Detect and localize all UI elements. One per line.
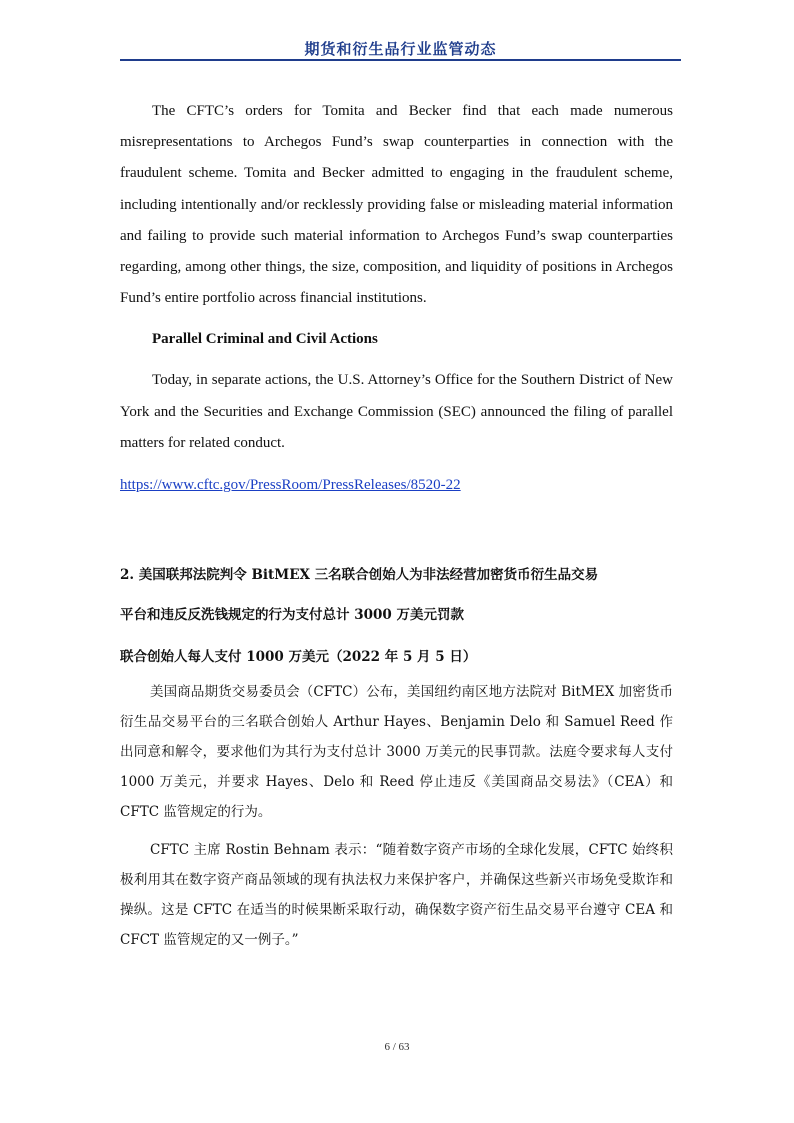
document-body xyxy=(120,96,673,955)
page-header-title: 期货和衍生品行业监管动态 xyxy=(304,40,497,58)
paragraph-chairman-quote: CFTC 主席 Rostin Behnam 表示：“随着数字资产市场的全球化发展，CFTC 始终积极利用其在数字资产商品领域的现有执法权力来保护客户，并确保这些新兴市场免受欺诈和操纵。这是 CFTC 在适当的时候果断采取行动，确保数字资产衍生品交易平台遵守 CEA 和 CFCT 监管规定的又一例子。” xyxy=(120,842,673,949)
header-divider xyxy=(120,59,681,61)
page-number: 6 / 63 xyxy=(384,1041,410,1053)
section2-subtitle: 联合创始人每人支付 1000 万美元（2022 年 5 月 5 日） xyxy=(120,649,477,666)
subheading-parallel-actions: Parallel Criminal and Civil Actions xyxy=(152,331,378,348)
press-release-link[interactable]: https://www.cftc.gov/PressRoom/PressReleases/8520-22 xyxy=(120,477,461,494)
paragraph-cftc-announcement: 美国商品期货交易委员会（CFTC）公布，美国纽约南区地方法院对 BitMEX 加密货币衍生品交易平台的三名联合创始人 Arthur Hayes、Benjamin Delo 和 Samuel Reed 作出同意和解令，要求他们为其行为支付总计 3000 万美元的民事罚款。法庭令要求每人支付 1000 万美元，并要求 Hayes、Delo 和 Reed 停止违反《美国商品交易法》（CEA）和 CFTC 监管规定的行为。 xyxy=(120,684,673,821)
paragraph-parallel-actions: Today, in separate actions, the U.S. Attorney’s Office for the Southern District of New York and the Securities and Exchange Commission (SEC) announced the filing of parallel matters for related conduct. xyxy=(120,372,673,451)
section2-title-line2: 平台和违反反洗钱规定的行为支付总计 3000 万美元罚款 xyxy=(120,607,464,624)
press-release-link-line xyxy=(120,470,673,501)
section2-title-line1: 2. 美国联邦法院判令 BitMEX 三名联合创始人为非法经营加密货币衍生品交易 xyxy=(120,567,599,584)
paragraph-cftc-orders: The CFTC’s orders for Tomita and Becker find that each made numerous misrepresentations to Archegos Fund’s swap counterparties in connection with the fraudulent scheme. Tomita and Becker admitted to engaging in the fraudulent scheme, including intentionally and/or recklessly providing false or misleading material information and failing to provide such material information to Archegos Fund’s swap counterparties regarding, among other things, the size, composition, and liquidity of positions in Archegos Fund’s entire portfolio across financial institutions. xyxy=(120,103,673,307)
